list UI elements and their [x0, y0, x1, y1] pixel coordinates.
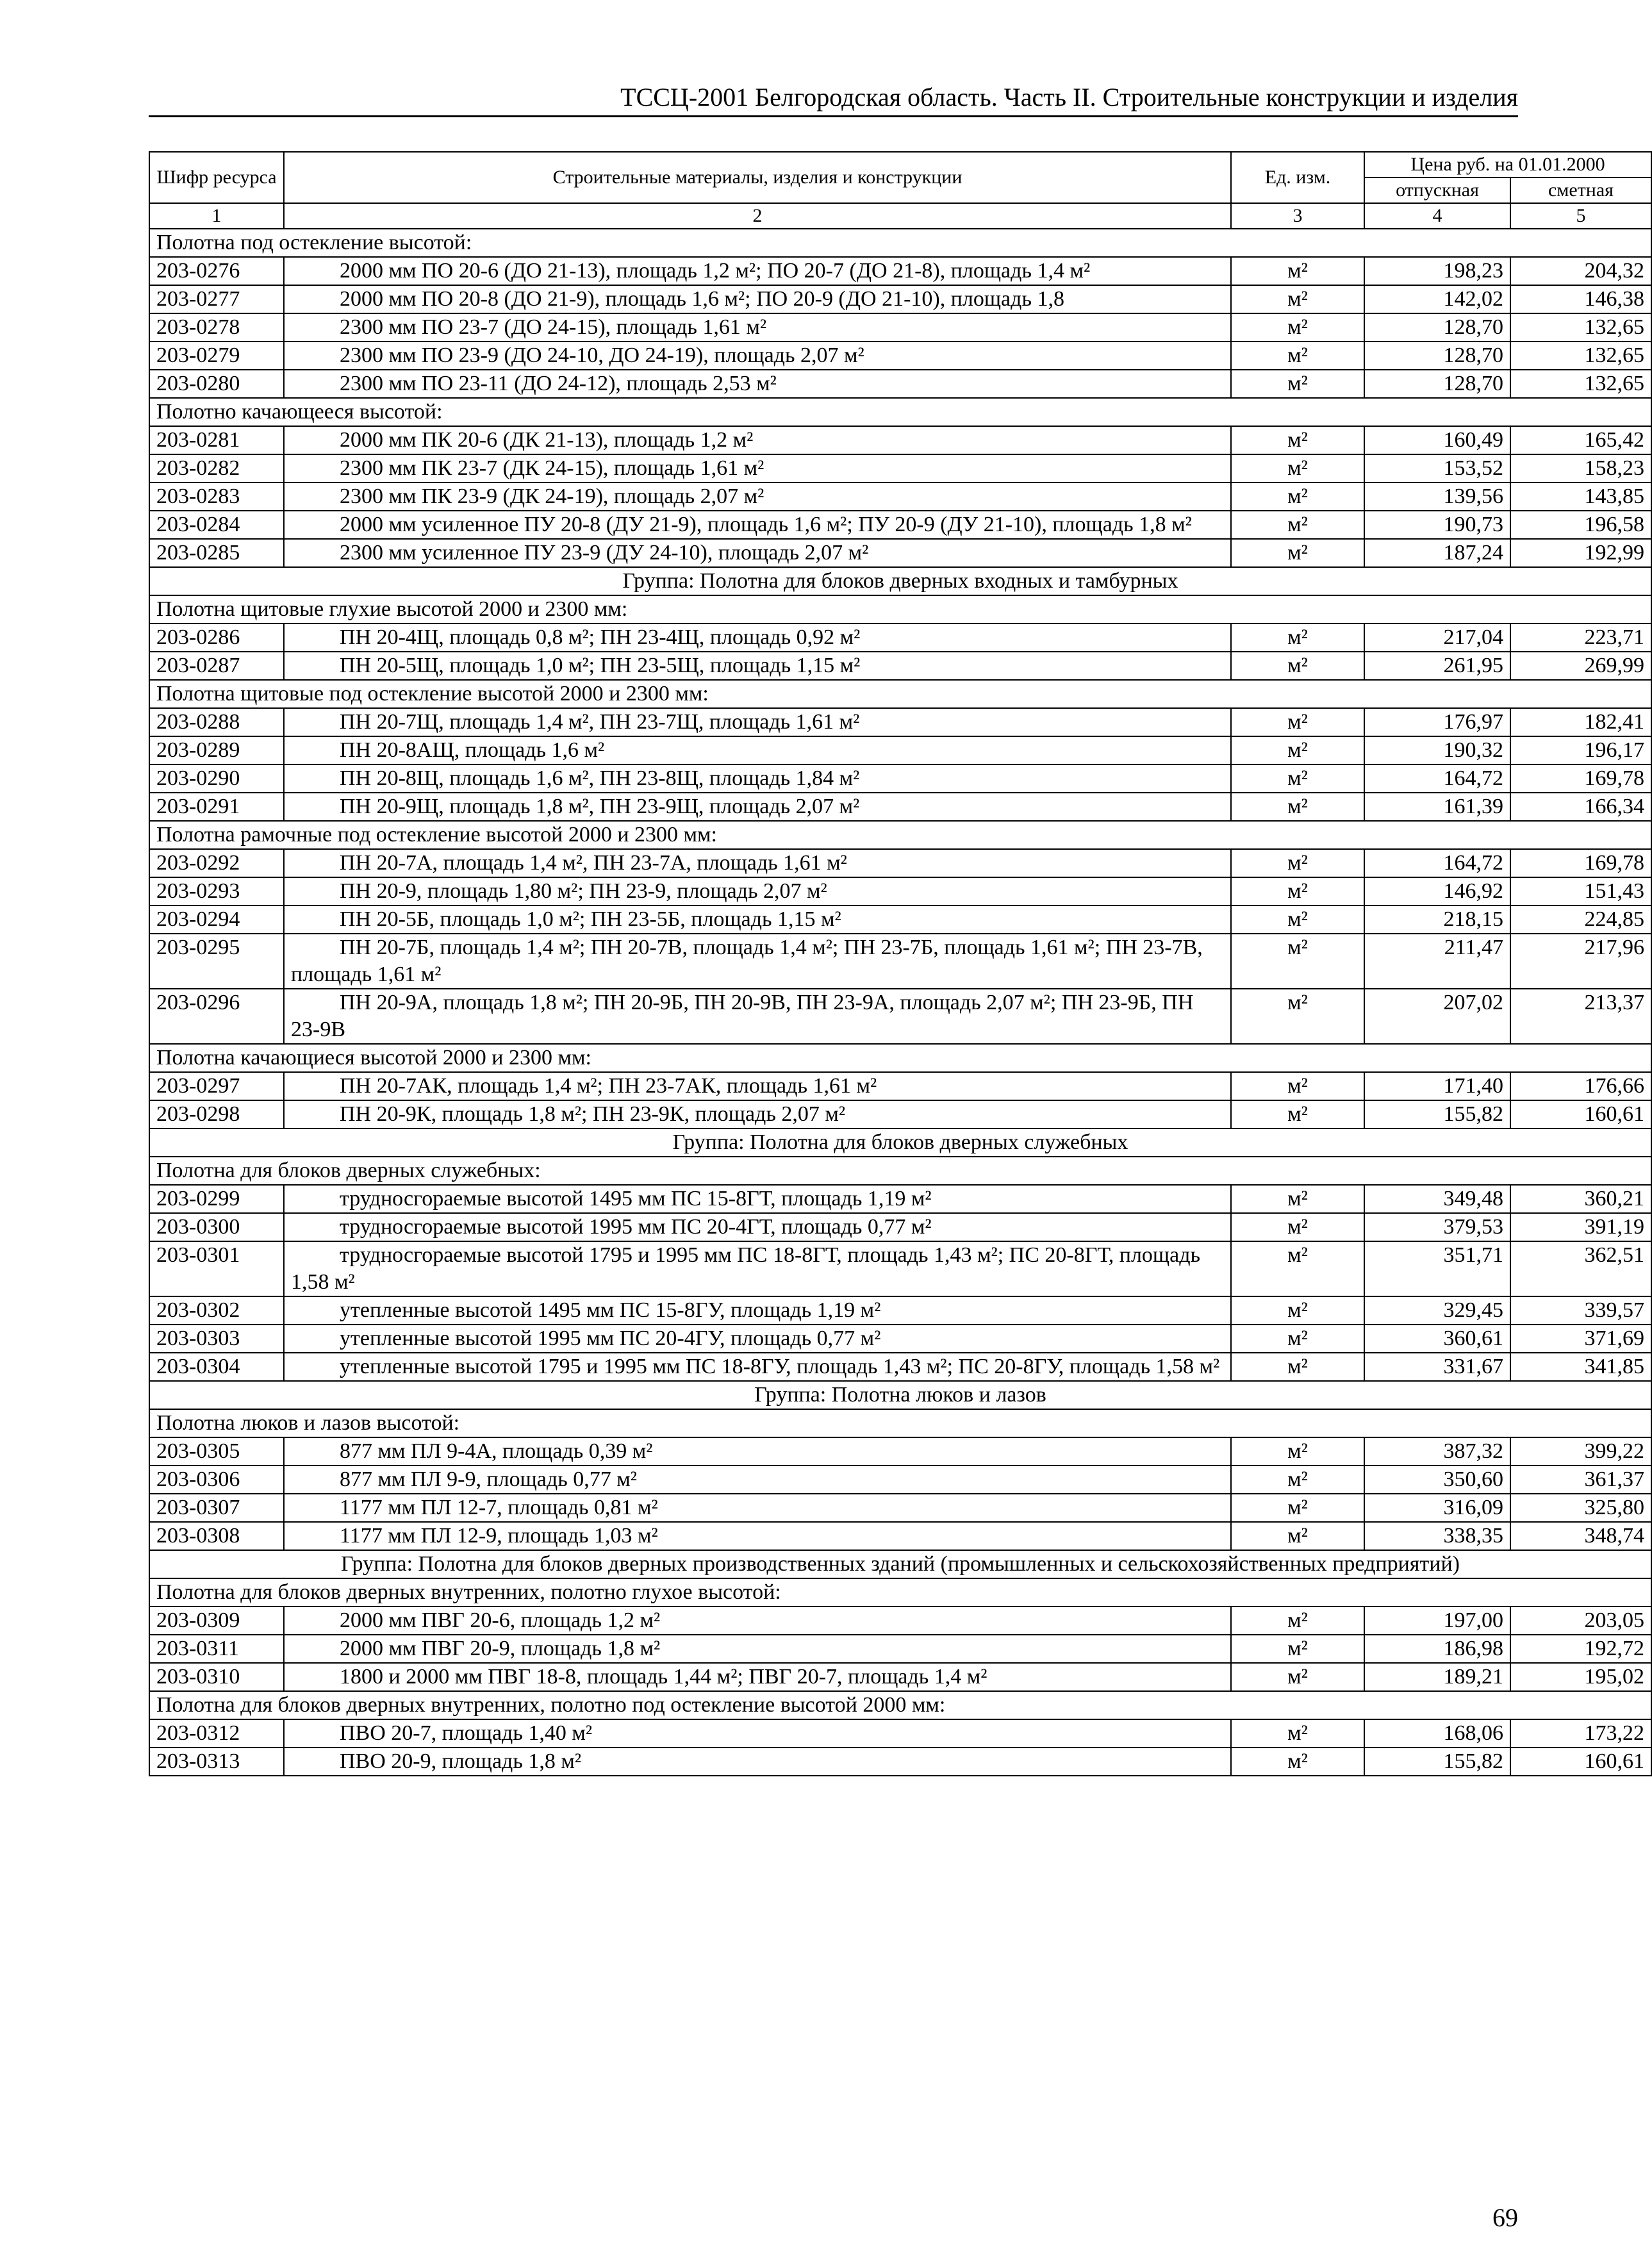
estimate-price: 391,19	[1510, 1213, 1651, 1241]
group-heading-row	[149, 1381, 1651, 1409]
header-rule	[149, 115, 1518, 117]
unit-cell: м²	[1231, 1100, 1364, 1128]
release-price: 218,15	[1364, 905, 1510, 934]
table-row	[149, 652, 1651, 680]
item-name: 2300 мм усиленное ПУ 23-9 (ДУ 24-10), площадь 2,07 м²	[284, 539, 1231, 567]
estimate-price: 269,99	[1510, 652, 1651, 680]
release-price: 164,72	[1364, 849, 1510, 877]
estimate-price: 169,78	[1510, 849, 1651, 877]
resource-code: 203-0278	[149, 313, 284, 342]
estimate-price: 192,72	[1510, 1635, 1651, 1663]
group-heading: Группа: Полотна люков и лазов	[149, 1381, 1651, 1409]
resource-code: 203-0298	[149, 1100, 284, 1128]
resource-code: 203-0290	[149, 764, 284, 793]
release-price: 387,32	[1364, 1437, 1510, 1466]
release-price: 207,02	[1364, 989, 1510, 1044]
subgroup-heading-row	[149, 1044, 1651, 1072]
estimate-price: 160,61	[1510, 1748, 1651, 1776]
unit-cell: м²	[1231, 1522, 1364, 1550]
item-name: 2000 мм ПК 20-6 (ДК 21-13), площадь 1,2 м²	[284, 426, 1231, 454]
resource-code: 203-0304	[149, 1353, 284, 1381]
resource-code: 203-0313	[149, 1748, 284, 1776]
table-row	[149, 1213, 1651, 1241]
item-name: 2300 мм ПО 23-11 (ДО 24-12), площадь 2,53 м²	[284, 370, 1231, 398]
resource-code: 203-0302	[149, 1296, 284, 1325]
table-row	[149, 934, 1651, 989]
unit-cell: м²	[1231, 511, 1364, 539]
item-name: ПН 20-9Щ, площадь 1,8 м², ПН 23-9Щ, площадь 2,07 м²	[284, 793, 1231, 821]
estimate-price: 132,65	[1510, 370, 1651, 398]
estimate-price: 143,85	[1510, 483, 1651, 511]
header-estimate-price: сметная	[1510, 178, 1651, 203]
resource-code: 203-0294	[149, 905, 284, 934]
table-row	[149, 1437, 1651, 1466]
resource-code: 203-0286	[149, 624, 284, 652]
item-name: ПН 20-7АК, площадь 1,4 м²; ПН 23-7АК, площадь 1,61 м²	[284, 1072, 1231, 1100]
header-release-price: отпускная	[1364, 178, 1510, 203]
table-row	[149, 708, 1651, 736]
resource-code: 203-0292	[149, 849, 284, 877]
item-name: ПН 20-7Б, площадь 1,4 м²; ПН 20-7В, площадь 1,4 м²; ПН 23-7Б, площадь 1,61 м²; ПН 23-7В, площадь 1,61 м²	[284, 934, 1231, 989]
table-row	[149, 1241, 1651, 1296]
release-price: 316,09	[1364, 1494, 1510, 1522]
estimate-price: 158,23	[1510, 454, 1651, 483]
resource-code: 203-0293	[149, 877, 284, 905]
release-price: 190,73	[1364, 511, 1510, 539]
release-price: 161,39	[1364, 793, 1510, 821]
estimate-price: 196,58	[1510, 511, 1651, 539]
table-row	[149, 1635, 1651, 1663]
table-row	[149, 1185, 1651, 1213]
subgroup-heading-row	[149, 398, 1651, 426]
resource-code: 203-0296	[149, 989, 284, 1044]
table-row	[149, 877, 1651, 905]
table-row	[149, 342, 1651, 370]
resource-code: 203-0280	[149, 370, 284, 398]
subgroup-heading: Полотна щитовые глухие высотой 2000 и 2300 мм:	[149, 595, 1651, 624]
release-price: 171,40	[1364, 1072, 1510, 1100]
resource-code: 203-0295	[149, 934, 284, 989]
release-price: 155,82	[1364, 1748, 1510, 1776]
subgroup-heading-row	[149, 1691, 1651, 1719]
unit-cell: м²	[1231, 764, 1364, 793]
table-row	[149, 905, 1651, 934]
group-heading-row	[149, 1550, 1651, 1578]
unit-cell: м²	[1231, 1241, 1364, 1296]
resource-code: 203-0279	[149, 342, 284, 370]
resource-code: 203-0287	[149, 652, 284, 680]
resource-code: 203-0307	[149, 1494, 284, 1522]
item-name: 1800 и 2000 мм ПВГ 18-8, площадь 1,44 м²; ПВГ 20-7, площадь 1,4 м²	[284, 1663, 1231, 1691]
item-name: утепленные высотой 1995 мм ПС 20-4ГУ, площадь 0,77 м²	[284, 1325, 1231, 1353]
estimate-price: 192,99	[1510, 539, 1651, 567]
estimate-price: 151,43	[1510, 877, 1651, 905]
estimate-price: 196,17	[1510, 736, 1651, 764]
release-price: 338,35	[1364, 1522, 1510, 1550]
group-heading: Группа: Полотна для блоков дверных производственных зданий (промышленных и сельскохозяйственных предприятий)	[149, 1550, 1651, 1578]
table-row	[149, 1100, 1651, 1128]
item-name: 2000 мм ПО 20-8 (ДО 21-9), площадь 1,6 м²; ПО 20-9 (ДО 21-10), площадь 1,8	[284, 285, 1231, 313]
unit-cell: м²	[1231, 1719, 1364, 1748]
item-name: ПН 20-7А, площадь 1,4 м², ПН 23-7А, площадь 1,61 м²	[284, 849, 1231, 877]
table-row	[149, 1494, 1651, 1522]
table-row	[149, 1607, 1651, 1635]
resource-code: 203-0306	[149, 1466, 284, 1494]
unit-cell: м²	[1231, 285, 1364, 313]
estimate-price: 362,51	[1510, 1241, 1651, 1296]
unit-cell: м²	[1231, 1663, 1364, 1691]
unit-cell: м²	[1231, 1635, 1364, 1663]
item-name: 2000 мм ПВГ 20-9, площадь 1,8 м²	[284, 1635, 1231, 1663]
estimate-price: 213,37	[1510, 989, 1651, 1044]
release-price: 164,72	[1364, 764, 1510, 793]
release-price: 351,71	[1364, 1241, 1510, 1296]
release-price: 211,47	[1364, 934, 1510, 989]
subgroup-heading-row	[149, 1157, 1651, 1185]
item-name: 2300 мм ПО 23-7 (ДО 24-15), площадь 1,61 м²	[284, 313, 1231, 342]
resource-code: 203-0285	[149, 539, 284, 567]
unit-cell: м²	[1231, 1325, 1364, 1353]
item-name: ПН 20-9К, площадь 1,8 м²; ПН 23-9К, площадь 2,07 м²	[284, 1100, 1231, 1128]
table-row	[149, 1325, 1651, 1353]
item-name: ПН 20-5Щ, площадь 1,0 м²; ПН 23-5Щ, площадь 1,15 м²	[284, 652, 1231, 680]
estimate-price: 325,80	[1510, 1494, 1651, 1522]
table-row	[149, 285, 1651, 313]
unit-cell: м²	[1231, 1072, 1364, 1100]
item-name: ПН 20-5Б, площадь 1,0 м²; ПН 23-5Б, площадь 1,15 м²	[284, 905, 1231, 934]
item-name: ПВО 20-9, площадь 1,8 м²	[284, 1748, 1231, 1776]
subgroup-heading-row	[149, 1409, 1651, 1437]
table-row	[149, 736, 1651, 764]
release-price: 142,02	[1364, 285, 1510, 313]
estimate-price: 169,78	[1510, 764, 1651, 793]
unit-cell: м²	[1231, 652, 1364, 680]
item-name: 2300 мм ПК 23-7 (ДК 24-15), площадь 1,61 м²	[284, 454, 1231, 483]
resource-code: 203-0277	[149, 285, 284, 313]
release-price: 146,92	[1364, 877, 1510, 905]
table-row	[149, 624, 1651, 652]
release-price: 153,52	[1364, 454, 1510, 483]
unit-cell: м²	[1231, 342, 1364, 370]
unit-cell: м²	[1231, 1748, 1364, 1776]
resource-code: 203-0288	[149, 708, 284, 736]
item-name: 2000 мм ПО 20-6 (ДО 21-13), площадь 1,2 м²; ПО 20-7 (ДО 21-8), площадь 1,4 м²	[284, 257, 1231, 285]
item-name: ПН 20-8Щ, площадь 1,6 м², ПН 23-8Щ, площадь 1,84 м²	[284, 764, 1231, 793]
release-price: 160,49	[1364, 426, 1510, 454]
resource-code: 203-0305	[149, 1437, 284, 1466]
column-number-row	[149, 203, 1651, 229]
resource-code: 203-0276	[149, 257, 284, 285]
release-price: 187,24	[1364, 539, 1510, 567]
item-name: 877 мм ПЛ 9-9, площадь 0,77 м²	[284, 1466, 1231, 1494]
subgroup-heading-row	[149, 821, 1651, 849]
item-name: 2300 мм ПК 23-9 (ДК 24-19), площадь 2,07 м²	[284, 483, 1231, 511]
unit-cell: м²	[1231, 934, 1364, 989]
item-name: 2300 мм ПО 23-9 (ДО 24-10, ДО 24-19), площадь 2,07 м²	[284, 342, 1231, 370]
table-row	[149, 1296, 1651, 1325]
table-row	[149, 257, 1651, 285]
unit-cell: м²	[1231, 1607, 1364, 1635]
resource-code: 203-0309	[149, 1607, 284, 1635]
release-price: 329,45	[1364, 1296, 1510, 1325]
table-row	[149, 539, 1651, 567]
subgroup-heading: Полотна для блоков дверных внутренних, полотно под остекление высотой 2000 мм:	[149, 1691, 1651, 1719]
group-heading: Группа: Полотна для блоков дверных служебных	[149, 1128, 1651, 1157]
table-row	[149, 1748, 1651, 1776]
estimate-price: 182,41	[1510, 708, 1651, 736]
unit-cell: м²	[1231, 483, 1364, 511]
unit-cell: м²	[1231, 708, 1364, 736]
unit-cell: м²	[1231, 257, 1364, 285]
table-row	[149, 313, 1651, 342]
group-heading-row	[149, 567, 1651, 595]
table-row	[149, 849, 1651, 877]
release-price: 217,04	[1364, 624, 1510, 652]
unit-cell: м²	[1231, 1494, 1364, 1522]
release-price: 190,32	[1364, 736, 1510, 764]
item-name: трудносгораемые высотой 1795 и 1995 мм ПС 18-8ГТ, площадь 1,43 м²; ПС 20-8ГТ, площадь 1,58 м²	[284, 1241, 1231, 1296]
resource-code: 203-0301	[149, 1241, 284, 1296]
resource-code: 203-0282	[149, 454, 284, 483]
table-row	[149, 1466, 1651, 1494]
release-price: 176,97	[1364, 708, 1510, 736]
item-name: трудносгораемые высотой 1995 мм ПС 20-4ГТ, площадь 0,77 м²	[284, 1213, 1231, 1241]
release-price: 198,23	[1364, 257, 1510, 285]
estimate-price: 339,57	[1510, 1296, 1651, 1325]
resource-code: 203-0297	[149, 1072, 284, 1100]
subgroup-heading-row	[149, 1578, 1651, 1607]
estimate-price: 132,65	[1510, 342, 1651, 370]
table-row	[149, 511, 1651, 539]
estimate-price: 146,38	[1510, 285, 1651, 313]
estimate-price: 399,22	[1510, 1437, 1651, 1466]
release-price: 189,21	[1364, 1663, 1510, 1691]
resource-code: 203-0284	[149, 511, 284, 539]
resource-code: 203-0303	[149, 1325, 284, 1353]
release-price: 350,60	[1364, 1466, 1510, 1494]
column-number: 4	[1364, 203, 1510, 229]
estimate-price: 371,69	[1510, 1325, 1651, 1353]
resource-code: 203-0283	[149, 483, 284, 511]
header-unit: Ед. изм.	[1231, 152, 1364, 203]
group-heading-row	[149, 1128, 1651, 1157]
resource-code: 203-0300	[149, 1213, 284, 1241]
group-heading: Группа: Полотна для блоков дверных входных и тамбурных	[149, 567, 1651, 595]
release-price: 197,00	[1364, 1607, 1510, 1635]
subgroup-heading: Полотна для блоков дверных служебных:	[149, 1157, 1651, 1185]
table-row	[149, 483, 1651, 511]
unit-cell: м²	[1231, 849, 1364, 877]
release-price: 139,56	[1364, 483, 1510, 511]
release-price: 128,70	[1364, 342, 1510, 370]
subgroup-heading: Полотна рамочные под остекление высотой 2000 и 2300 мм:	[149, 821, 1651, 849]
estimate-price: 224,85	[1510, 905, 1651, 934]
column-number: 1	[149, 203, 284, 229]
estimate-price: 217,96	[1510, 934, 1651, 989]
estimate-price: 165,42	[1510, 426, 1651, 454]
unit-cell: м²	[1231, 370, 1364, 398]
estimate-price: 223,71	[1510, 624, 1651, 652]
estimate-price: 195,02	[1510, 1663, 1651, 1691]
subgroup-heading: Полотна люков и лазов высотой:	[149, 1409, 1651, 1437]
subgroup-heading: Полотно качающееся высотой:	[149, 398, 1651, 426]
estimate-price: 203,05	[1510, 1607, 1651, 1635]
unit-cell: м²	[1231, 989, 1364, 1044]
unit-cell: м²	[1231, 313, 1364, 342]
unit-cell: м²	[1231, 1213, 1364, 1241]
table-row	[149, 1353, 1651, 1381]
subgroup-heading-row	[149, 680, 1651, 708]
table-row	[149, 793, 1651, 821]
item-name: ПН 20-9А, площадь 1,8 м²; ПН 20-9Б, ПН 20-9В, ПН 23-9А, площадь 2,07 м²; ПН 23-9Б, ПН 23-9В	[284, 989, 1231, 1044]
unit-cell: м²	[1231, 1466, 1364, 1494]
unit-cell: м²	[1231, 454, 1364, 483]
column-number: 2	[284, 203, 1231, 229]
unit-cell: м²	[1231, 1296, 1364, 1325]
item-name: ПН 20-9, площадь 1,80 м²; ПН 23-9, площадь 2,07 м²	[284, 877, 1231, 905]
unit-cell: м²	[1231, 736, 1364, 764]
subgroup-heading-row	[149, 595, 1651, 624]
item-name: утепленные высотой 1495 мм ПС 15-8ГУ, площадь 1,19 м²	[284, 1296, 1231, 1325]
estimate-price: 160,61	[1510, 1100, 1651, 1128]
running-title: ТССЦ-2001 Белгородская область. Часть II. Строительные конструкции и изделия	[620, 83, 1518, 112]
resource-code: 203-0281	[149, 426, 284, 454]
unit-cell: м²	[1231, 877, 1364, 905]
release-price: 168,06	[1364, 1719, 1510, 1748]
page-number: 69	[1492, 2203, 1518, 2232]
resource-code: 203-0291	[149, 793, 284, 821]
release-price: 128,70	[1364, 313, 1510, 342]
table-row	[149, 1663, 1651, 1691]
item-name: 2000 мм усиленное ПУ 20-8 (ДУ 21-9), площадь 1,6 м²; ПУ 20-9 (ДУ 21-10), площадь 1,8 м²	[284, 511, 1231, 539]
item-name: 2000 мм ПВГ 20-6, площадь 1,2 м²	[284, 1607, 1231, 1635]
item-name: трудносгораемые высотой 1495 мм ПС 15-8ГТ, площадь 1,19 м²	[284, 1185, 1231, 1213]
estimate-price: 176,66	[1510, 1072, 1651, 1100]
estimate-price: 132,65	[1510, 313, 1651, 342]
release-price: 379,53	[1364, 1213, 1510, 1241]
release-price: 261,95	[1364, 652, 1510, 680]
release-price: 155,82	[1364, 1100, 1510, 1128]
resource-code: 203-0299	[149, 1185, 284, 1213]
subgroup-heading: Полотна качающиеся высотой 2000 и 2300 мм:	[149, 1044, 1651, 1072]
estimate-price: 360,21	[1510, 1185, 1651, 1213]
unit-cell: м²	[1231, 793, 1364, 821]
release-price: 360,61	[1364, 1325, 1510, 1353]
subgroup-heading: Полотна для блоков дверных внутренних, полотно глухое высотой:	[149, 1578, 1651, 1607]
resource-code: 203-0289	[149, 736, 284, 764]
column-number: 5	[1510, 203, 1651, 229]
header-code: Шифр ресурса	[149, 152, 284, 203]
subgroup-heading: Полотна под остекление высотой:	[149, 229, 1651, 257]
table-row	[149, 1719, 1651, 1748]
table-row	[149, 1522, 1651, 1550]
item-name: ПН 20-7Щ, площадь 1,4 м², ПН 23-7Щ, площадь 1,61 м²	[284, 708, 1231, 736]
unit-cell: м²	[1231, 1353, 1364, 1381]
estimate-price: 166,34	[1510, 793, 1651, 821]
item-name: 1177 мм ПЛ 12-9, площадь 1,03 м²	[284, 1522, 1231, 1550]
unit-cell: м²	[1231, 1185, 1364, 1213]
resource-code: 203-0310	[149, 1663, 284, 1691]
release-price: 186,98	[1364, 1635, 1510, 1663]
estimate-price: 204,32	[1510, 257, 1651, 285]
item-name: ПН 20-8АЩ, площадь 1,6 м²	[284, 736, 1231, 764]
resource-code: 203-0308	[149, 1522, 284, 1550]
subgroup-heading-row	[149, 229, 1651, 257]
item-name: утепленные высотой 1795 и 1995 мм ПС 18-8ГУ, площадь 1,43 м²; ПС 20-8ГУ, площадь 1,58 м²	[284, 1353, 1231, 1381]
estimate-price: 173,22	[1510, 1719, 1651, 1748]
price-table	[149, 151, 1652, 1776]
table-row	[149, 1072, 1651, 1100]
table-row	[149, 370, 1651, 398]
subgroup-heading: Полотна щитовые под остекление высотой 2000 и 2300 мм:	[149, 680, 1651, 708]
estimate-price: 361,37	[1510, 1466, 1651, 1494]
unit-cell: м²	[1231, 426, 1364, 454]
estimate-price: 348,74	[1510, 1522, 1651, 1550]
unit-cell: м²	[1231, 539, 1364, 567]
item-name: ПН 20-4Щ, площадь 0,8 м²; ПН 23-4Щ, площадь 0,92 м²	[284, 624, 1231, 652]
table-row	[149, 764, 1651, 793]
table-row	[149, 426, 1651, 454]
header-price: Цена руб. на 01.01.2000	[1364, 152, 1651, 178]
resource-code: 203-0311	[149, 1635, 284, 1663]
estimate-price: 341,85	[1510, 1353, 1651, 1381]
resource-code: 203-0312	[149, 1719, 284, 1748]
table-row	[149, 454, 1651, 483]
release-price: 331,67	[1364, 1353, 1510, 1381]
item-name: 877 мм ПЛ 9-4А, площадь 0,39 м²	[284, 1437, 1231, 1466]
unit-cell: м²	[1231, 1437, 1364, 1466]
item-name: ПВО 20-7, площадь 1,40 м²	[284, 1719, 1231, 1748]
item-name: 1177 мм ПЛ 12-7, площадь 0,81 м²	[284, 1494, 1231, 1522]
table-row	[149, 989, 1651, 1044]
release-price: 349,48	[1364, 1185, 1510, 1213]
release-price: 128,70	[1364, 370, 1510, 398]
column-number: 3	[1231, 203, 1364, 229]
unit-cell: м²	[1231, 624, 1364, 652]
unit-cell: м²	[1231, 905, 1364, 934]
header-name: Строительные материалы, изделия и конструкции	[284, 152, 1231, 203]
